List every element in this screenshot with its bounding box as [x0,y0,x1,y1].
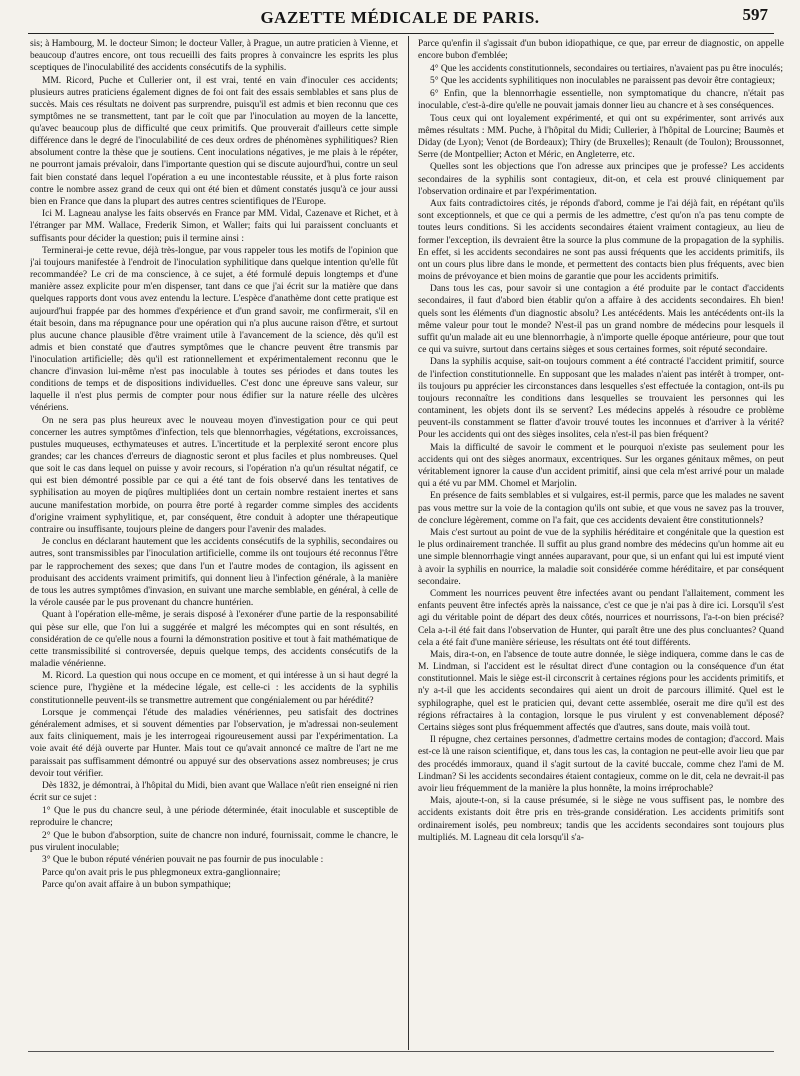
right-column [418,38,784,1046]
paragraph: Mais, ajoute-t-on, si la cause présumée, si le siège ne vous suffisent pas, le nombre des accidents existants doit être pris en très-grande considération. Les accidents primitifs sont ordinairement isolés, peu nombreux; tandis que les accidents secondaires sont toujours plus multipliés. M. Lagneau dit cela lorsqu'il s'a- [418,796,784,843]
paragraph: sis; à Hambourg, M. le docteur Simon; le docteur Valler, à Prague, un autre praticien à Vienne, et beaucoup d'autres encore, ont tous recueilli des faits propres à convaincre les esprits les plus sceptiques de l'inoculabilité des accidents consécutifs de la syphilis. [30,39,398,74]
paragraph: Ici M. Lagneau analyse les faits observés en France par MM. Vidal, Cazenave et Richet, et à l'étranger par MM. Wallace, Frederik Simon, et Waller; faits qui lui paraissent concluants et suffisants pour décider la question; puis il termine ainsi : [30,209,398,244]
header-rule [28,33,774,34]
paragraph: On ne sera pas plus heureux avec le nouveau moyen d'investigation pour ce qui peut concerner les autres symptômes d'infection, tels que blennorrhagies, végétations, excroissances, pustules muqueuses, ecthymateuses et autres. L'incertitude et la perplexité seront encore plus grandes; car les chances d'erreurs de diagnostic seront et plus faciles et plus nombreuses. Quel que soit le cas dans lequel on puisse y avoir recours, si l'opération n'a qu'un résultat négatif, ce qui est bien démontré possible par ce qui a été tant de fois observé dans les tentatives de syphilisation au moyen de piqûres multipliées dont un certain nombre restaient inertes et sans aucune manifestation morbide, on pourra être porté à regarder comme simples des accidents d'origine vraiment syphylitique, et, par conséquent, être conduit à adopter une thérapeutique contraire ou insuffisante, toujours pleine de dangers pour l'avenir des malades. [30,415,398,535]
paragraph: Lorsque je commençai l'étude des maladies vénériennes, peu satisfait des doctrines généralement admises, et si souvent démenties par l'observation, je m'adressai non-seulement aux faits cliniquement, mais je les interrogeai rigoureusement aussi par l'expérimentation. La voie avait été déjà ouverte par Hunter. Mais tout ce qu'avait annoncé ce maître de l'art ne me paraissait pas suffisamment démontré ou appuyé sur des observations assez nombreuses; je crus devoir tout vérifier. [30,708,398,779]
paragraph: Aux faits contradictoires cités, je réponds d'abord, comme je l'ai déjà fait, en répétant qu'ils sont exceptionnels, et que ce qui a permis de les admettre, c'est qu'on n'a pas tenu compte de toutes leurs conditions. Si les accidents secondaires étaient vraiment contagieux, au lieu de former l'exception, ils devraient être la source la plus commune de la propagation de la syphilis. En effet, si les accidents secondaires ne sont pas aussi fréquents que les accidents primitifs, ils ont un cours plus libre dans le monde, et permettent des contacts bien plus fréquents, avec bien moins de prévoyance et bien moins de garantie que pour les accidents primitifs. [418,199,784,282]
paragraph: Quant à l'opération elle-même, je serais disposé à l'exonérer d'une partie de la responsabilité qui pèse sur elle, que l'on lui a suggérée et malgré les mécomptes qui en sont résultés, en considération de ce qu'elle nous a fourni la démonstration positive et tout à fait mathématique de cette transmissibilité si controversée, depuis quelque temps, des accidents consécutifs de la maladie vénérienne. [30,610,398,669]
paragraph: Mais c'est surtout au point de vue de la syphilis héréditaire et congénitale que la question est le plus ordinairement tranchée. Il suffit au plus grand nombre des médecins qu'un homme ait eu une simple blennorrhagie vingt années auparavant, pour que, si un enfant qui lui est imputé vient à avoir la syphilis en nourrice, la maladie soit considérée comme héréditaire, et par conséquent secondaire. [418,528,784,587]
paragraph: Quelles sont les objections que l'on adresse aux principes que je professe? Les accidents secondaires de la syphilis sont contagieux, dit-on, et cela est prouvé cliniquement par l'observation ordinaire et par l'expérimentation. [418,162,784,197]
column-divider [408,36,409,1050]
paragraph: Mais, dira-t-on, en l'absence de toute autre donnée, le siège indiquera, comme dans le cas de M. Lindman, si l'accident est le résultat direct d'une contagion ou la conséquence d'un état constitutionnel. Mais le siège est-il circonscrit à certaines régions pour les accidents primitifs, et n'y a-t-il que les accidents secondaires qui aient un droit de parcours illimité. Quel est le syphilographe, quel est le praticien qui, devant cette assemblée, oserait me dire qu'il est des régions réfractaires à la contagion, lorsque le pus virulent y est convenablement déposé? Certains sièges sont plus fréquemment affectés que d'autres, sans doute, mais voilà tout. [418,650,784,733]
paragraph: Dans la syphilis acquise, sait-on toujours comment a été contracté l'accident primitif, source de l'infection constitutionnelle. En supposant que les malades n'aient pas intérêt à tromper, ont-ils toujours pu apprécier les circonstances dans lesquelles s'est effectuée la contagion, ont-ils pu toujours reconnaître les conditions dans lesquelles se trouvaient les personnes qui les contaminent, les objets dont ils se servent? Les médecins appelés à résoudre ce problème peuvent-ils constamment se flatter d'avoir trouvé toutes les inconnues et d'arriver à la vérité? Pour les accidents qui ont des sièges insolites, cela n'est-il pas bien fréquent? [418,357,784,440]
paragraph: Comment les nourrices peuvent être infectées avant ou pendant l'allaitement, comment les enfants peuvent être infectés après la naissance, c'est ce que je n'ai pas à dire ici. Lorsqu'il s'est agi du véritable point de départ des deux côtés, nourrices et nourrissons, l'a-t-on bien précisé? Cela a-t-il été fait dans l'observation de Hunter, qui paraît être une des plus concluantes? Quand cela a été fait d'une manière sérieuse, les résultats ont été tout différents. [418,589,784,648]
paragraph: M. Ricord. La question qui nous occupe en ce moment, et qui intéresse à un si haut degré la science pure, l'hygiène et la médecine légale, est celle-ci : les accidents de la syphilis constitutionnelle peuvent-ils se transmettre autrement que congénialement ou par hérédité? [30,671,398,706]
footer-rule [28,1051,774,1052]
list-item: Parce qu'on avait affaire à un bubon sympathique; [42,880,231,891]
list-item: 6° Enfin, que la blennorrhagie essentielle, non symptomatique du chancre, n'était pas inoculable, c'est-à-dire qu'elle ne pouvait jamais donner lieu au chancre et à ses conséquences. [418,88,784,111]
page-number: 597 [742,5,768,24]
list-item: 3° Que le bubon réputé vénérien pouvait ne pas fournir de pus inoculable : [42,855,324,866]
list-item: 1° Que le pus du chancre seul, à une période déterminée, était inoculable et susceptible de reproduire le chancre; [30,805,398,828]
paragraph: Tous ceux qui ont loyalement expérimenté, et qui ont su expérimenter, sont arrivés aux mêmes résultats : MM. Puche, à l'hôpital du Midi; Cullerier, à l'hôpital de Lourcine; Baumès et Diday (de Lyon); Venot (de Bordeaux); Thiry (de Bruxelles); Renault (de Toulon); Broussonnet, Serre (de Montpellier; Acton et Méric, en Angleterre, etc. [418,113,784,160]
paragraph: Je conclus en déclarant hautement que les accidents consécutifs de la syphilis, secondaires ou autres, sont transmissibles par l'inoculation artificielle, comme ils ont toujours été reconnus l'être par le rapprochement des sexes; que dans l'un et l'autre modes de contagion, ils agissent en produisant des accidents vraiment primitifs, qui donnent lieu à l'infection générale, à la manière de tous les autres symptômes d'invasion, en suivant une marche semblable, en général, à celle de la vérole causée par le pus provenant du chancre huntérien. [30,537,398,608]
list-item: Parce qu'on avait pris le pus phlegmoneux extra-ganglionnaire; [42,867,281,878]
page-header [28,4,772,30]
paragraph: Il répugne, chez certaines personnes, d'admettre certains modes de contagion; d'accord. Mais est-ce là une raison scientifique, et, dans tous les cas, la contagion ne peut-elle avoir lieu que par des procédés immoraux, quand il s'agit surtout de la cavité buccale, comme chez l'ami de M. Lindman? Si les accidents secondaires étaient contagieux, comme on le dit, cela ne devrait-il pas avoir lieu fréquemment de la manière la plus honnête, la moins irréprochable? [418,735,784,794]
paragraph: MM. Ricord, Puche et Cullerier ont, il est vrai, tenté en vain d'inoculer ces accidents; plusieurs autres praticiens également dignes de foi ont fait des essais semblables et sans plus de succès. Mais ces résultats ne doivent pas surprendre, puisqu'il est admis et bien reconnu que ces symptômes ne se transmettent, tant par le coït que par l'inoculation au moyen de la lancette, qu'avec beaucoup plus de difficulté que ceux primitifs. Que prouverait d'ailleurs cette simple différence dans le degré de l'inoculabilité de ces deux ordres de phénomènes syphilitiques? Rien absolument contre la thèse que je soutiens. Cent inoculations négatives, je me plais à le répéter, ne pourront jamais prévaloir, dans l'importante question qui se discute aujourd'hui, contre un seul fait bien constaté dans lequel l'opération a eu une incontestable réussite, et à plus forte raison contre le nombre assez grand de ceux qui ont été bien et dûment constatés jusqu'à ce jour aussi bien en France que dans la plupart des autres centres scientifiques de l'Europe. [30,75,398,207]
left-column [30,38,398,1046]
paragraph: Parce qu'enfin il s'agissait d'un bubon idiopathique, ce que, par erreur de diagnostic, on appelle encore bubon d'emblée; [418,39,784,62]
list-item: 5° Que les accidents syphilitiques non inoculables ne paraissent pas devoir être contagieux; [430,76,775,87]
paragraph: Terminerai-je cette revue, déjà très-longue, par vous rappeler tous les motifs de l'opinion que j'ai toujours manifestée à l'endroit de l'inoculation syphilitique dans quelque intention qu'elle fût recommandée? Le cri de ma conscience, à ce sujet, a été formulé depuis longtemps et d'une manière assez explicite pour m'en dispenser, tant dans ce que j'ai écrit sur la matière que dans quelques rapports dont vous avez entendu la lecture. L'espèce d'anathème dont cette pratique est aujourd'hui frappée par des hommes d'expérience et d'un grand savoir, me confirmerait, s'il en était besoin, dans ma répugnance pour une opération qui n'a plus aucune raison d'être, et surtout plus aucune chance plausible d'être vraiment utile à l'avancement de la science, dès qu'il est admis et bien constaté que d'autres symptômes que le chancre peuvent être transmis par l'inoculation artificielle; dès qu'il est rationnellement et expérimentalement reconnu que le chancre d'invasion lui-même n'est pas inoculable à toutes ses périodes et dans toutes les conditions de temps et de dispositions individuelles. C'est donc une épreuve sans valeur, sur laquelle il n'est plus permis de compter pour nous édifier sur la nature réelle des ulcères vénériens. [30,246,398,414]
list-item: 2° Que le bubon d'absorption, suite de chancre non induré, fournissait, comme le chancre, le pus virulent inoculable; [30,830,398,853]
journal-title: GAZETTE MÉDICALE DE PARIS. [260,8,540,27]
paragraph: Dès 1832, je démontrai, à l'hôpital du Midi, bien avant que Wallace n'eût rien enseigné ni rien écrit sur ce sujet : [30,781,398,804]
paragraph: En présence de faits semblables et si vulgaires, est-il permis, parce que les malades ne savent pas vous mettre sur la voie de la contagion qu'ils ont subie, et que vous ne savez pas la trouver, de conclure légèrement, comme on l'a fait, que ces accidents devaient être constitutionnels? [418,491,784,526]
paragraph: Dans tous les cas, pour savoir si une contagion a été produite par le contact d'accidents secondaires, il faut d'abord bien établir qu'on a affaire à des accidents secondaires. Eh bien! quels sont les éléments d'un diagnostic absolu? Les antécédents. Mais les antécédents ont-ils la même valeur pour tout le monde? N'est-il pas un grand nombre de médecins pour lesquels il suffit qu'un malade ait eu une blennorrhagie, à n'importe quelle époque antérieure, pour que tout ce qui va suivre, surtout dans certains sièges et sous certaines formes, soit réputé secondaire. [418,284,784,355]
paragraph: Mais la difficulté de savoir le comment et le pourquoi n'existe pas seulement pour les accidents qui ont des sièges anormaux, excentriques. Sur les organes génitaux mêmes, on peut véritablement ignorer la cause d'un accident primitif, ainsi que cela m'est arrivé pour un malade qui a été vu par MM. Chomel et Marjolin. [418,442,784,489]
list-item: 4° Que les accidents constitutionnels, secondaires ou tertiaires, n'avaient pas pu être inoculés; [430,63,783,74]
